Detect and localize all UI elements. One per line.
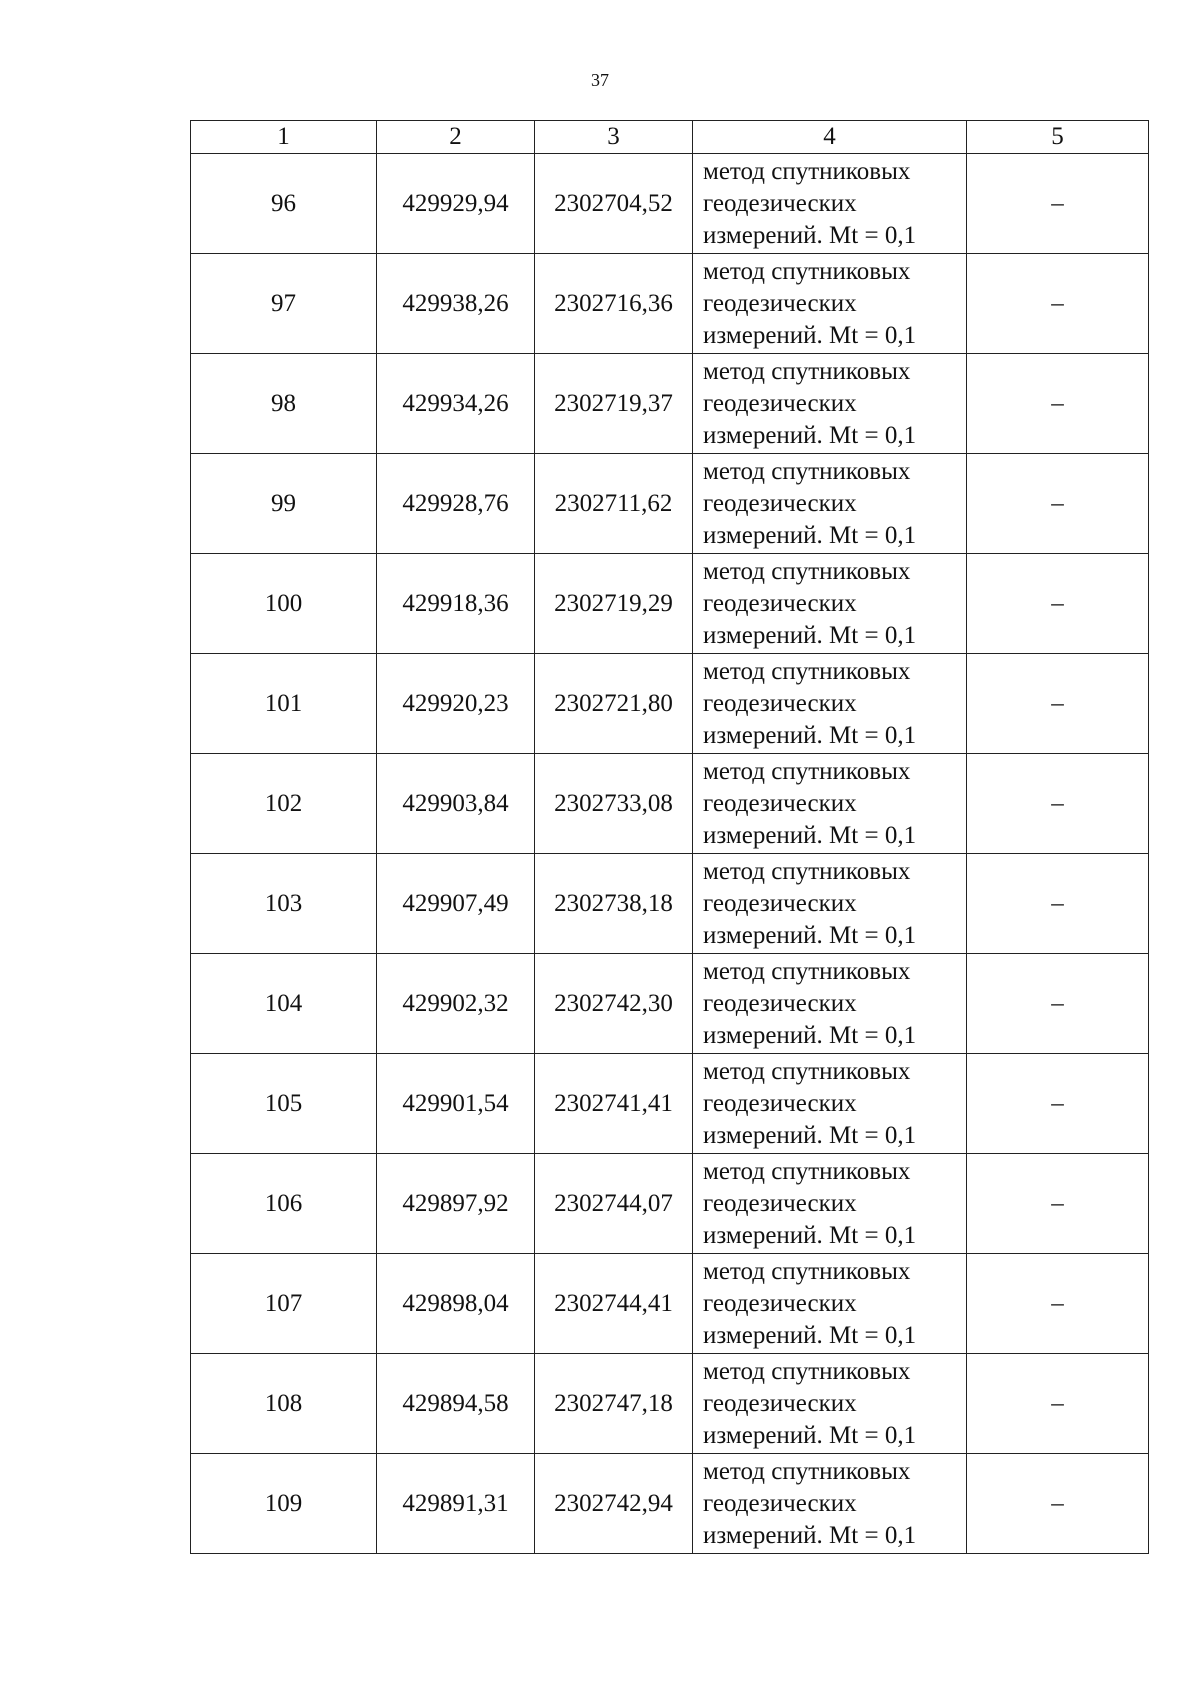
description-cell: – bbox=[967, 954, 1149, 1054]
description-cell: – bbox=[967, 1054, 1149, 1154]
method-text-line: геодезических bbox=[703, 989, 857, 1017]
point-number-cell: 104 bbox=[191, 954, 377, 1054]
method-text-line: метод спутниковых bbox=[703, 857, 911, 885]
method-cell bbox=[693, 154, 967, 254]
x-coordinate-cell: 429897,92 bbox=[377, 1154, 535, 1254]
method-text-line: геодезических bbox=[703, 1189, 857, 1217]
table-row bbox=[191, 1254, 1149, 1354]
point-number-cell: 106 bbox=[191, 1154, 377, 1254]
x-coordinate-cell: 429928,76 bbox=[377, 454, 535, 554]
description-cell: – bbox=[967, 554, 1149, 654]
method-cell bbox=[693, 1354, 967, 1454]
table-row bbox=[191, 254, 1149, 354]
point-number-cell: 98 bbox=[191, 354, 377, 454]
x-coordinate-cell: 429902,32 bbox=[377, 954, 535, 1054]
description-cell: – bbox=[967, 1354, 1149, 1454]
description-cell: – bbox=[967, 254, 1149, 354]
y-coordinate-cell: 2302719,29 bbox=[535, 554, 693, 654]
description-cell: – bbox=[967, 1154, 1149, 1254]
x-coordinate-cell: 429894,58 bbox=[377, 1354, 535, 1454]
method-cell bbox=[693, 554, 967, 654]
y-coordinate-cell: 2302733,08 bbox=[535, 754, 693, 854]
table-body bbox=[191, 154, 1149, 1554]
method-text-line: измерений. Mt = 0,1 bbox=[703, 621, 917, 649]
y-coordinate-cell: 2302738,18 bbox=[535, 854, 693, 954]
x-coordinate-cell: 429907,49 bbox=[377, 854, 535, 954]
method-text-line: геодезических bbox=[703, 589, 857, 617]
coordinates-table bbox=[190, 120, 1149, 1554]
y-coordinate-cell: 2302742,94 bbox=[535, 1454, 693, 1554]
point-number-cell: 109 bbox=[191, 1454, 377, 1554]
table-row bbox=[191, 654, 1149, 754]
method-cell bbox=[693, 754, 967, 854]
description-cell: – bbox=[967, 1254, 1149, 1354]
method-text-line: метод спутниковых bbox=[703, 557, 911, 585]
x-coordinate-cell: 429920,23 bbox=[377, 654, 535, 754]
table-header-row bbox=[191, 121, 1149, 154]
description-cell: – bbox=[967, 1454, 1149, 1554]
point-number-cell: 105 bbox=[191, 1054, 377, 1154]
point-number-cell: 102 bbox=[191, 754, 377, 854]
table-row bbox=[191, 1354, 1149, 1454]
y-coordinate-cell: 2302704,52 bbox=[535, 154, 693, 254]
y-coordinate-cell: 2302741,41 bbox=[535, 1054, 693, 1154]
method-text-line: геодезических bbox=[703, 1289, 857, 1317]
method-text-line: измерений. Mt = 0,1 bbox=[703, 421, 917, 449]
description-cell: – bbox=[967, 454, 1149, 554]
method-text-line: измерений. Mt = 0,1 bbox=[703, 1121, 917, 1149]
method-text-line: измерений. Mt = 0,1 bbox=[703, 1521, 917, 1549]
method-text-line: геодезических bbox=[703, 789, 857, 817]
table-row bbox=[191, 1154, 1149, 1254]
column-header: 5 bbox=[967, 121, 1149, 154]
method-text-line: измерений. Mt = 0,1 bbox=[703, 321, 917, 349]
method-text-line: метод спутниковых bbox=[703, 1057, 911, 1085]
method-text-line: метод спутниковых bbox=[703, 1357, 911, 1385]
method-cell bbox=[693, 654, 967, 754]
method-text-line: измерений. Mt = 0,1 bbox=[703, 1321, 917, 1349]
y-coordinate-cell: 2302744,41 bbox=[535, 1254, 693, 1354]
table-row bbox=[191, 454, 1149, 554]
y-coordinate-cell: 2302721,80 bbox=[535, 654, 693, 754]
method-text-line: измерений. Mt = 0,1 bbox=[703, 221, 917, 249]
point-number-cell: 107 bbox=[191, 1254, 377, 1354]
table-row bbox=[191, 754, 1149, 854]
method-text-line: геодезических bbox=[703, 689, 857, 717]
method-text-line: метод спутниковых bbox=[703, 1457, 911, 1485]
method-text-line: метод спутниковых bbox=[703, 1157, 911, 1185]
point-number-cell: 97 bbox=[191, 254, 377, 354]
column-header: 2 bbox=[377, 121, 535, 154]
x-coordinate-cell: 429934,26 bbox=[377, 354, 535, 454]
description-cell: – bbox=[967, 654, 1149, 754]
x-coordinate-cell: 429891,31 bbox=[377, 1454, 535, 1554]
method-cell bbox=[693, 254, 967, 354]
table-row bbox=[191, 154, 1149, 254]
method-text-line: геодезических bbox=[703, 1089, 857, 1117]
method-cell bbox=[693, 854, 967, 954]
method-text-line: геодезических bbox=[703, 1389, 857, 1417]
method-text-line: метод спутниковых bbox=[703, 757, 911, 785]
y-coordinate-cell: 2302719,37 bbox=[535, 354, 693, 454]
y-coordinate-cell: 2302744,07 bbox=[535, 1154, 693, 1254]
column-header: 4 bbox=[693, 121, 967, 154]
method-text-line: геодезических bbox=[703, 389, 857, 417]
method-cell bbox=[693, 1454, 967, 1554]
method-text-line: измерений. Mt = 0,1 bbox=[703, 721, 917, 749]
table-row bbox=[191, 1454, 1149, 1554]
point-number-cell: 96 bbox=[191, 154, 377, 254]
method-text-line: метод спутниковых bbox=[703, 957, 911, 985]
method-cell bbox=[693, 1054, 967, 1154]
description-cell: – bbox=[967, 754, 1149, 854]
table-row bbox=[191, 354, 1149, 454]
x-coordinate-cell: 429918,36 bbox=[377, 554, 535, 654]
method-text-line: измерений. Mt = 0,1 bbox=[703, 521, 917, 549]
method-text-line: геодезических bbox=[703, 289, 857, 317]
method-text-line: измерений. Mt = 0,1 bbox=[703, 821, 917, 849]
table-row bbox=[191, 554, 1149, 654]
table-row bbox=[191, 854, 1149, 954]
description-cell: – bbox=[967, 154, 1149, 254]
method-text-line: метод спутниковых bbox=[703, 457, 911, 485]
method-text-line: метод спутниковых bbox=[703, 357, 911, 385]
method-text-line: измерений. Mt = 0,1 bbox=[703, 921, 917, 949]
y-coordinate-cell: 2302747,18 bbox=[535, 1354, 693, 1454]
method-text-line: геодезических bbox=[703, 489, 857, 517]
column-header: 1 bbox=[191, 121, 377, 154]
method-text-line: геодезических bbox=[703, 189, 857, 217]
method-text-line: геодезических bbox=[703, 1489, 857, 1517]
method-text-line: метод спутниковых bbox=[703, 157, 911, 185]
point-number-cell: 99 bbox=[191, 454, 377, 554]
method-cell bbox=[693, 1154, 967, 1254]
description-cell: – bbox=[967, 854, 1149, 954]
point-number-cell: 108 bbox=[191, 1354, 377, 1454]
method-text-line: измерений. Mt = 0,1 bbox=[703, 1021, 917, 1049]
y-coordinate-cell: 2302716,36 bbox=[535, 254, 693, 354]
method-text-line: геодезических bbox=[703, 889, 857, 917]
x-coordinate-cell: 429901,54 bbox=[377, 1054, 535, 1154]
point-number-cell: 101 bbox=[191, 654, 377, 754]
y-coordinate-cell: 2302711,62 bbox=[535, 454, 693, 554]
description-cell: – bbox=[967, 354, 1149, 454]
x-coordinate-cell: 429929,94 bbox=[377, 154, 535, 254]
point-number-cell: 103 bbox=[191, 854, 377, 954]
method-cell bbox=[693, 1254, 967, 1354]
method-text-line: метод спутниковых bbox=[703, 657, 911, 685]
x-coordinate-cell: 429898,04 bbox=[377, 1254, 535, 1354]
point-number-cell: 100 bbox=[191, 554, 377, 654]
table-row bbox=[191, 1054, 1149, 1154]
method-cell bbox=[693, 954, 967, 1054]
method-text-line: метод спутниковых bbox=[703, 1257, 911, 1285]
table-row bbox=[191, 954, 1149, 1054]
method-cell bbox=[693, 354, 967, 454]
x-coordinate-cell: 429903,84 bbox=[377, 754, 535, 854]
y-coordinate-cell: 2302742,30 bbox=[535, 954, 693, 1054]
method-text-line: измерений. Mt = 0,1 bbox=[703, 1221, 917, 1249]
page-number: 37 bbox=[591, 70, 609, 90]
method-text-line: измерений. Mt = 0,1 bbox=[703, 1421, 917, 1449]
method-text-line: метод спутниковых bbox=[703, 257, 911, 285]
column-header: 3 bbox=[535, 121, 693, 154]
method-cell bbox=[693, 454, 967, 554]
x-coordinate-cell: 429938,26 bbox=[377, 254, 535, 354]
